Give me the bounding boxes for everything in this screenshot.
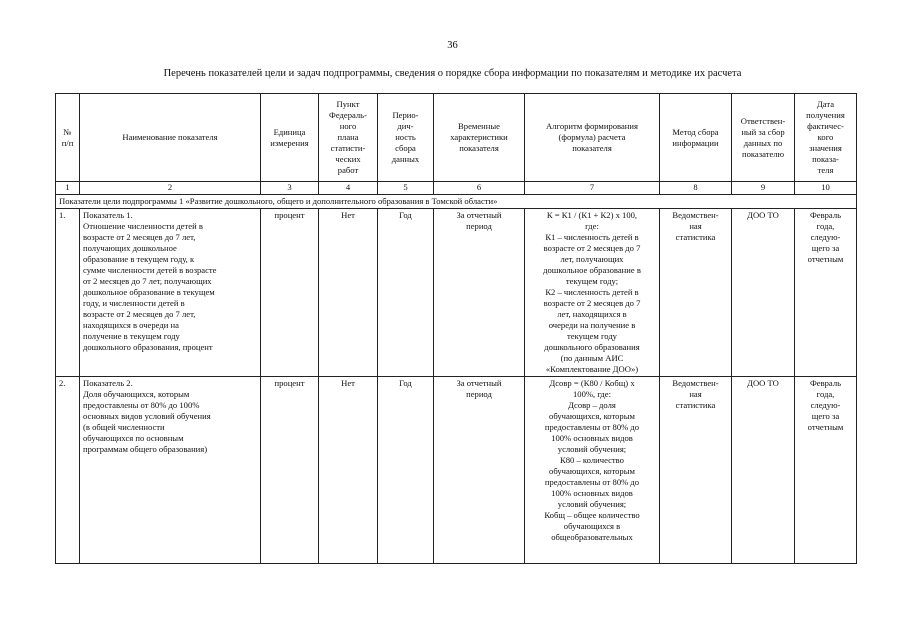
indicator-date: Февраль года, следую- щего за отчетным (795, 209, 857, 377)
indicator-time: За отчетный период (434, 209, 525, 377)
indicator-plan-item: Нет (319, 377, 378, 564)
column-number: 1 (56, 182, 80, 195)
indicator-plan-item: Нет (319, 209, 378, 377)
header-method: Метод сбора информации (660, 94, 732, 182)
header-plan: Пункт Федераль- ного плана статисти- ческих работ (319, 94, 378, 182)
page-number: 36 (447, 40, 458, 51)
header-responsible: Ответствен- ный за сбор данных по показателю (732, 94, 795, 182)
indicator-method: Ведомствен- ная статистика (660, 209, 732, 377)
table-row (56, 377, 857, 564)
row-number: 1. (56, 209, 80, 377)
column-number-row (56, 182, 857, 195)
header-date: Дата получения фактичес- кого значения показа- теля (795, 94, 857, 182)
column-number: 9 (732, 182, 795, 195)
column-number: 8 (660, 182, 732, 195)
column-number: 10 (795, 182, 857, 195)
column-number: 6 (434, 182, 525, 195)
indicator-unit: процент (261, 209, 319, 377)
column-number: 7 (525, 182, 660, 195)
header-name: Наименование показателя (80, 94, 261, 182)
column-number: 4 (319, 182, 378, 195)
indicator-name: Показатель 2. Доля обучающихся, которым предоставлены от 80% до 100% основных видов условий обучения (в общей численности обучающихся по основным программам общего образования) (80, 377, 261, 564)
header-time: Временные характеристики показателя (434, 94, 525, 182)
document-title: Перечень показателей цели и задач подпрограммы, сведения о порядке сбора информации по показателям и методике их расчета (163, 68, 742, 79)
indicator-formula: Дсовр = (К80 / Кобщ) х 100%, где: Дсовр – доля обучающихся, которым предоставлены от 80% до 100% основных видов условий обучения; К80 – количество обучающихся, которым предоставлены от 80% до 100% основных видов условий обучения; Кобщ – общее количество обучающихся в общеобразовательных (544, 378, 640, 542)
indicator-formula: К = К1 / (К1 + К2) х 100, где: К1 – численность детей в возрасте от 2 месяцев до 7 лет, получающих дошкольное образование в текущем году; К2 – численность детей в возрасте от 2 месяцев до 7 лет, находящихся в очереди на получение в текущем году дошкольного образования (по данным АИС «Комплектование ДОО») (525, 209, 660, 377)
section-row (56, 195, 857, 209)
column-number: 3 (261, 182, 319, 195)
section-title: Показатели цели подпрограммы 1 «Развитие дошкольного, общего и дополнительного образования в Томской области» (56, 195, 857, 209)
indicator-unit: процент (261, 377, 319, 564)
indicator-date: Февраль года, следую- щего за отчетным (795, 377, 857, 564)
header-unit: Единица измерения (261, 94, 319, 182)
table-row (56, 209, 857, 377)
column-number: 5 (378, 182, 434, 195)
indicator-responsible: ДОО ТО (732, 377, 795, 564)
header-period: Перио- дич- ность сбора данных (378, 94, 434, 182)
indicator-periodicity: Год (378, 209, 434, 377)
header-row (56, 94, 857, 182)
column-number: 2 (80, 182, 261, 195)
indicator-name: Показатель 1. Отношение численности детей в возрасте от 2 месяцев до 7 лет, получающих дошкольное образование в текущем году, к сумме численности детей в возрасте от 2 месяцев до 7 лет, получающих дошкольное образование в текущем году, и численности детей в возрасте от 2 месяцев до 7 лет, находящихся в очереди на получение в текущем году дошкольного образования, процент (80, 209, 261, 377)
indicator-periodicity: Год (378, 377, 434, 564)
indicator-formula-cell (525, 377, 660, 564)
header-num: № п/п (56, 94, 80, 182)
header-formula: Алгоритм формирования (формула) расчета показателя (525, 94, 660, 182)
row-number: 2. (56, 377, 80, 564)
indicator-responsible: ДОО ТО (732, 209, 795, 377)
indicator-time: За отчетный период (434, 377, 525, 564)
indicator-method: Ведомствен- ная статистика (660, 377, 732, 564)
indicators-table (55, 93, 857, 564)
